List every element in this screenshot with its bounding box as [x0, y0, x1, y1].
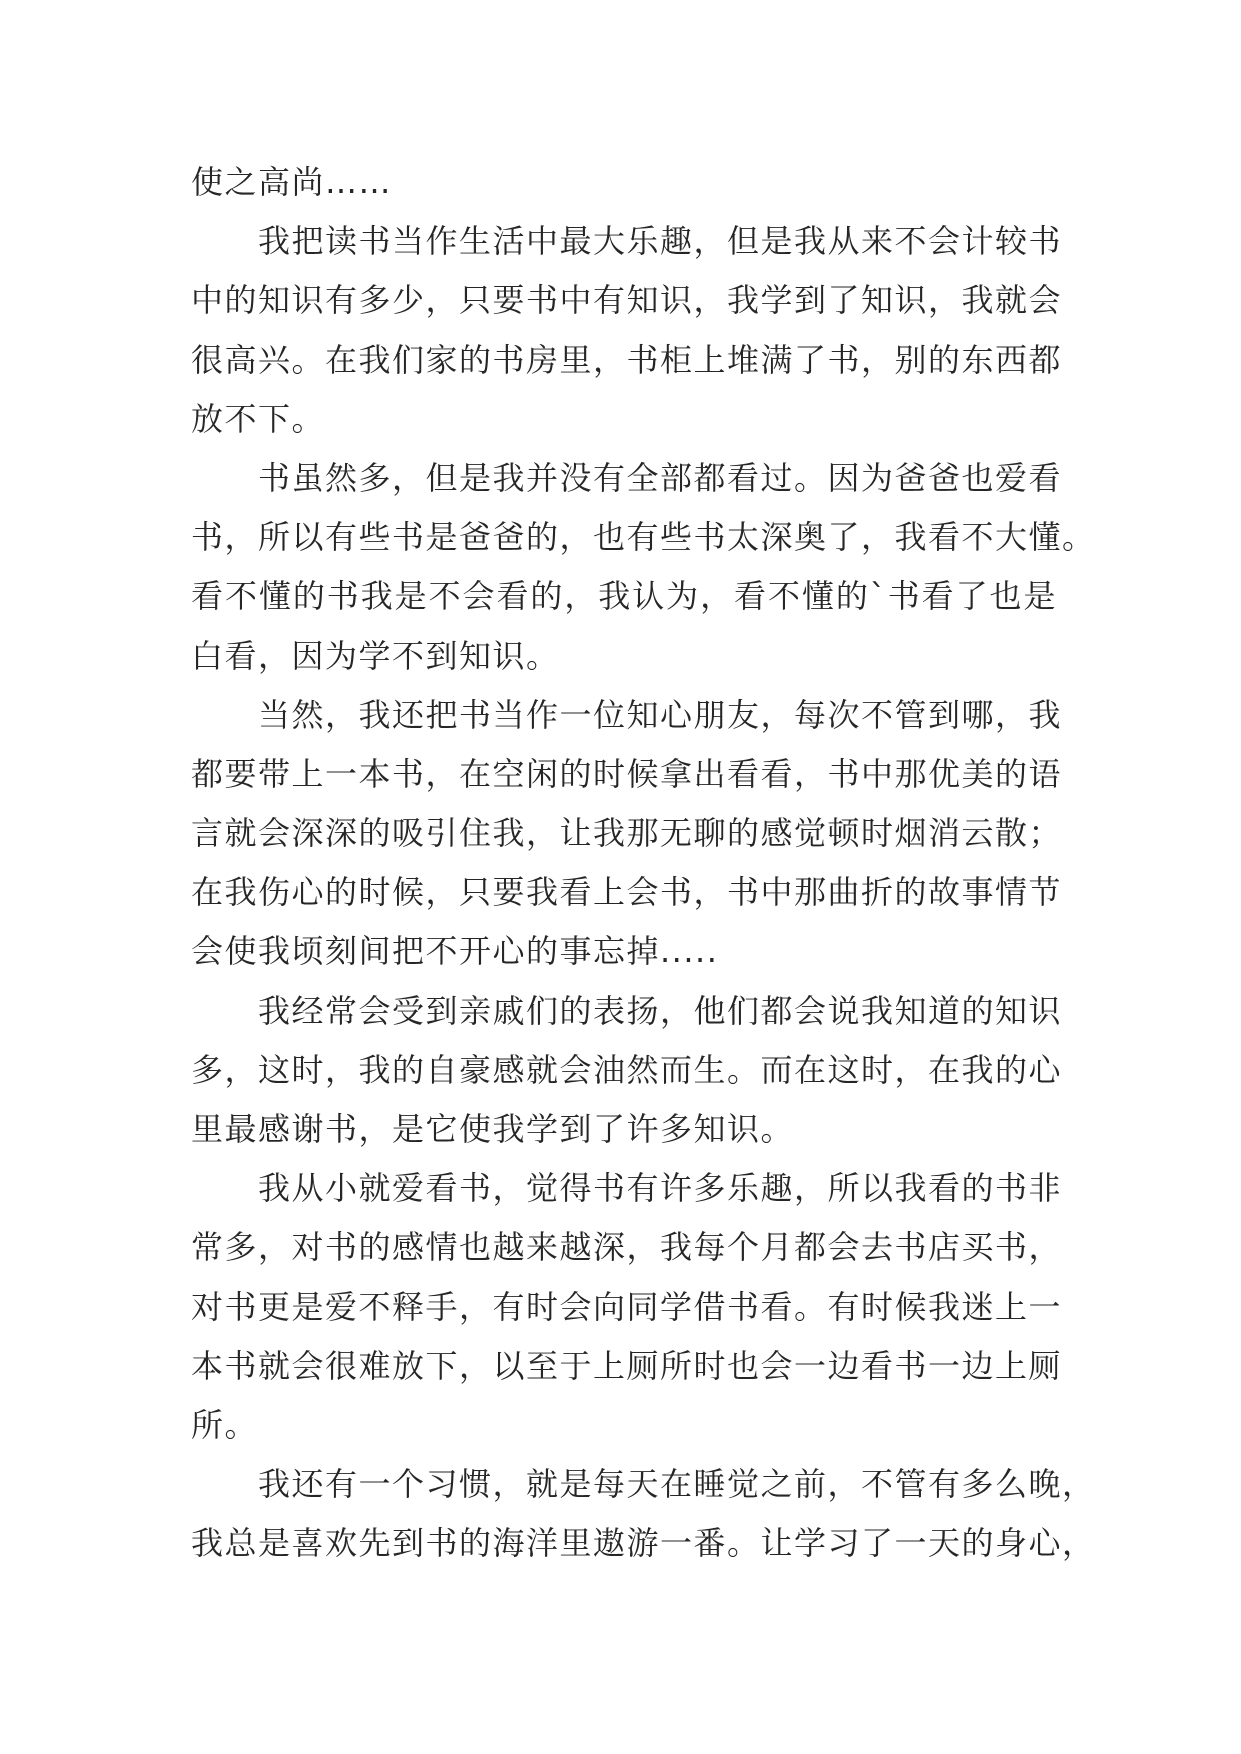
text-line: 放不下。	[191, 399, 326, 438]
text-line: 里最感谢书，是它使我学到了许多知识。	[191, 1110, 795, 1148]
text-line: 常多，对书的感情也越来越深，我每个月都会去书店买书，	[191, 1228, 1063, 1267]
text-line: 会使我顷刻间把不开心的事忘掉.....	[191, 932, 719, 971]
text-line: 多，这时，我的自豪感就会油然而生。而在这时，在我的心	[191, 1050, 1063, 1089]
text-line: 看不懂的书我是不会看的，我认为，看不懂的`书看了也是	[191, 577, 1057, 616]
document-body	[191, 153, 1096, 1574]
text-line: 言就会深深的吸引住我，让我那无聊的感觉顿时烟消云散；	[191, 814, 1063, 853]
text-line: 都要带上一本书，在空闲的时候拿出看看，书中那优美的语	[191, 754, 1063, 793]
text-line: 我从小就爱看书，觉得书有许多乐趣，所以我看的书非	[258, 1169, 1063, 1208]
text-line: 使之高尚……	[191, 163, 393, 201]
text-line: 我把读书当作生活中最大乐趣，但是我从来不会计较书	[258, 222, 1063, 261]
text-line: 我还有一个习惯，就是每天在睡觉之前，不管有多么晚，	[258, 1465, 1096, 1504]
text-line: 在我伤心的时候，只要我看上会书，书中那曲折的故事情节	[191, 873, 1063, 912]
text-line: 书，所以有些书是爸爸的，也有些书太深奥了，我看不大懂。	[191, 518, 1096, 557]
text-line: 我总是喜欢先到书的海洋里遨游一番。让学习了一天的身心，	[191, 1524, 1096, 1563]
text-line: 本书就会很难放下，以至于上厕所时也会一边看书一边上厕	[191, 1346, 1063, 1385]
text-line: 我经常会受到亲戚们的表扬，他们都会说我知道的知识	[258, 991, 1063, 1030]
text-line: 白看，因为学不到知识。	[191, 636, 560, 675]
text-line: 对书更是爱不释手，有时会向同学借书看。有时候我迷上一	[191, 1287, 1063, 1326]
text-line: 很高兴。在我们家的书房里，书柜上堆满了书，别的东西都	[191, 340, 1063, 379]
text-line: 中的知识有多少，只要书中有知识，我学到了知识，我就会	[191, 281, 1063, 320]
text-line: 书虽然多，但是我并没有全部都看过。因为爸爸也爱看	[258, 458, 1063, 497]
text-line: 当然，我还把书当作一位知心朋友，每次不管到哪，我	[258, 695, 1063, 734]
text-line: 所。	[191, 1405, 259, 1444]
